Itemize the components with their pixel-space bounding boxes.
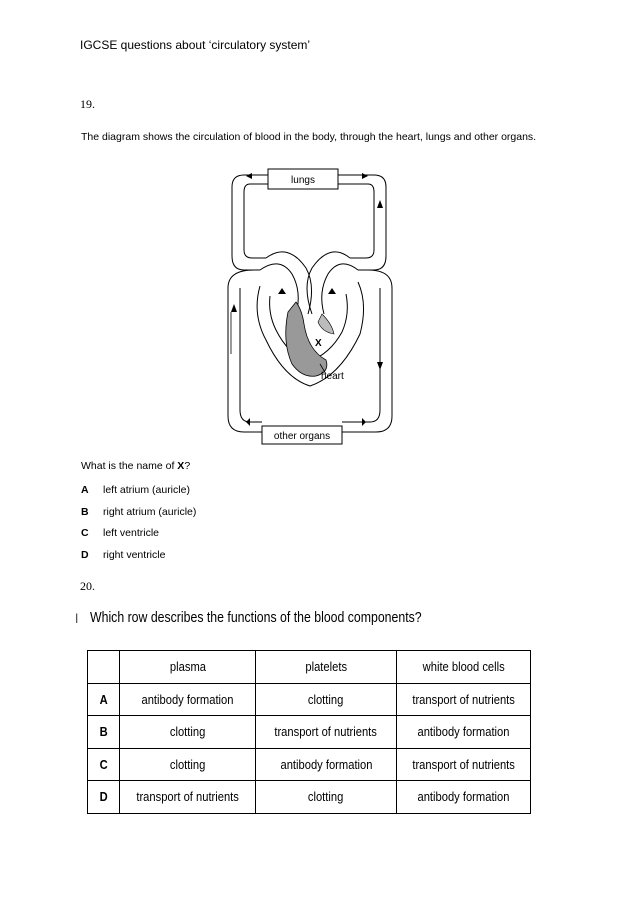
table-cell: antibody formation xyxy=(397,781,531,814)
option-a[interactable]: A left atrium (auricle) xyxy=(81,484,190,496)
table-corner xyxy=(88,651,120,684)
table-cell: antibody formation xyxy=(397,716,531,749)
lungs-label: lungs xyxy=(291,175,315,186)
table-row[interactable] xyxy=(88,716,531,749)
table-header-row xyxy=(88,651,531,684)
question-20-number: 20. xyxy=(80,579,95,593)
column-header: white blood cells xyxy=(397,651,531,684)
table-cell: clotting xyxy=(256,683,397,716)
question-marker: ǀ xyxy=(75,611,79,626)
option-d[interactable]: D right ventricle xyxy=(81,549,166,561)
table-cell: antibody formation xyxy=(120,683,256,716)
heart-label: heart xyxy=(321,371,344,382)
circulation-diagram xyxy=(222,164,398,448)
column-header: plasma xyxy=(120,651,256,684)
row-letter: A xyxy=(88,683,120,716)
table-row[interactable] xyxy=(88,781,531,814)
table-cell: antibody formation xyxy=(256,748,397,781)
question-19-prompt: What is the name of X? xyxy=(81,460,191,472)
page-header: IGCSE questions about ‘circulatory system’ xyxy=(80,38,311,52)
question-20-prompt: Which row describes the functions of the blood components? xyxy=(90,609,422,626)
table-cell: transport of nutrients xyxy=(120,781,256,814)
blood-components-table xyxy=(87,650,531,814)
other-organs-label: other organs xyxy=(273,431,331,442)
table-cell: clotting xyxy=(120,748,256,781)
row-letter: D xyxy=(88,781,120,814)
row-letter: C xyxy=(88,748,120,781)
table-row[interactable] xyxy=(88,683,531,716)
table-cell: transport of nutrients xyxy=(397,683,531,716)
question-19-intro: The diagram shows the circulation of blood in the body, through the heart, lungs and other organs. xyxy=(81,131,537,143)
row-letter: B xyxy=(88,716,120,749)
option-c[interactable]: C left ventricle xyxy=(81,527,160,539)
table-row[interactable] xyxy=(88,748,531,781)
table-cell: transport of nutrients xyxy=(397,748,531,781)
question-19-number: 19. xyxy=(80,97,95,111)
x-label: X xyxy=(315,338,322,349)
column-header: platelets xyxy=(256,651,397,684)
table-cell: clotting xyxy=(120,716,256,749)
table-cell: clotting xyxy=(256,781,397,814)
table-cell: transport of nutrients xyxy=(256,716,397,749)
option-b[interactable]: B right atrium (auricle) xyxy=(81,506,197,518)
